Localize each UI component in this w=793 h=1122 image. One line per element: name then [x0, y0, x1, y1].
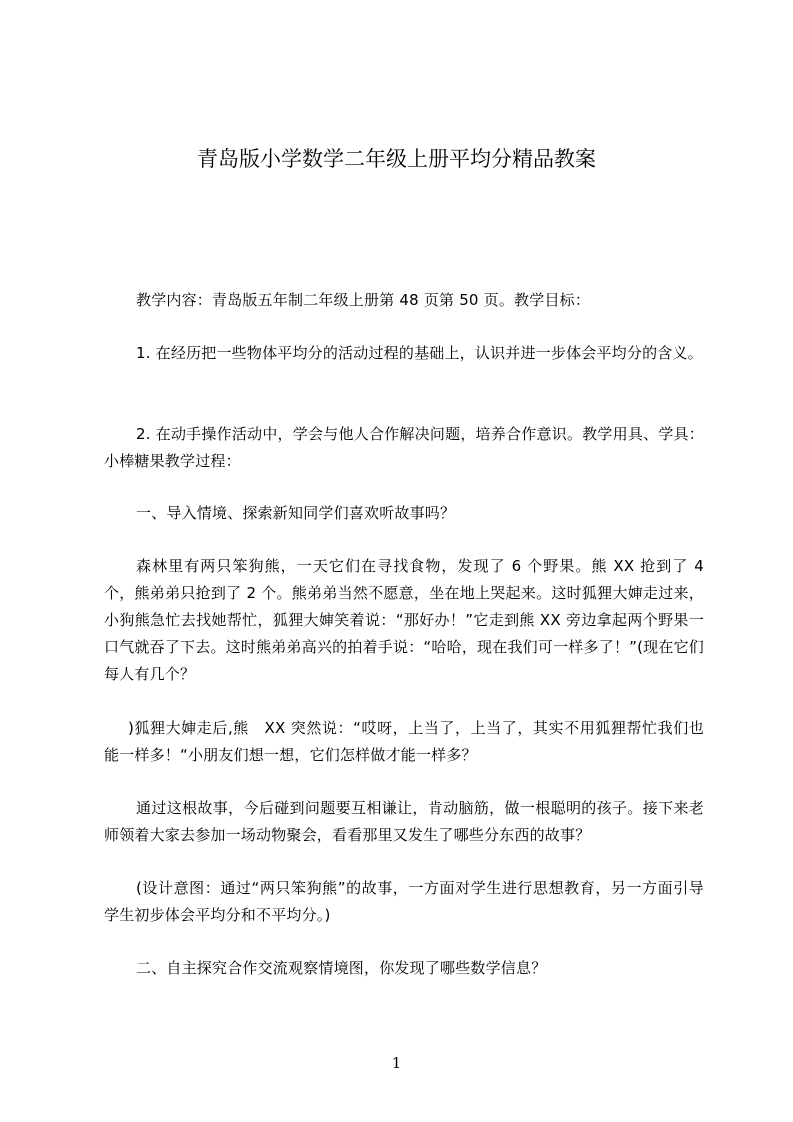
paragraph-design-intent: (设计意图：通过“两只笨狗熊”的故事，一方面对学生进行思想教育，另一方面引导学生初步体会平均分和不平均分。) [104, 879, 704, 924]
paragraph-lesson: 通过这根故事，今后碰到问题要互相谦让，肯动脑筋，做一根聪明的孩子。接下来老师领着大家去参加一场动物聚会，看看那里又发生了哪些分东西的故事？ [104, 799, 704, 844]
section-heading-intro: 一、导入情境、探索新知同学们喜欢听故事吗？ [136, 504, 456, 522]
paragraph-goal-1: 1. 在经历把一些物体平均分的活动过程的基础上，认识并进一步体会平均分的含义。 [136, 344, 703, 362]
paragraph-goal-2: 2. 在动手操作活动中，学会与他人合作解决问题，培养合作意识。教学用具、学具：小棒糖果教学过程： [104, 425, 704, 470]
page-number: 1 [391, 1054, 402, 1072]
paragraph-story: 森林里有两只笨狗熊，一天它们在寻找食物，发现了 6 个野果。熊 XX 抢到了 4 个，熊弟弟只抢到了 2 个。熊弟弟当然不愿意，坐在地上哭起来。这时狐狸大婶走过来，小狗熊急忙去找她帮忙，狐狸大婶笑着说：“那好办！”它走到熊 XX 旁边拿起两个野果一口气就吞了下去。这时熊弟弟高兴的拍着手说：“哈哈，现在我们可一样多了！”(现在它们每人有几个？ [104, 557, 704, 683]
section-heading-explore: 二、自主探究合作交流观察情境图，你发现了哪些数学信息？ [136, 959, 547, 977]
paragraph-story-continued: )狐狸大婶走后,熊 XX 突然说：“哎呀，上当了，上当了，其实不用狐狸帮忙我们也能一样多！“小朋友们想一想，它们怎样做才能一样多？ [104, 719, 704, 764]
paragraph-teaching-content: 教学内容：青岛版五年制二年级上册第 48 页第 50 页。教学目标： [136, 291, 591, 309]
document-title: 青岛版小学数学二年级上册平均分精品教案 [197, 147, 596, 171]
